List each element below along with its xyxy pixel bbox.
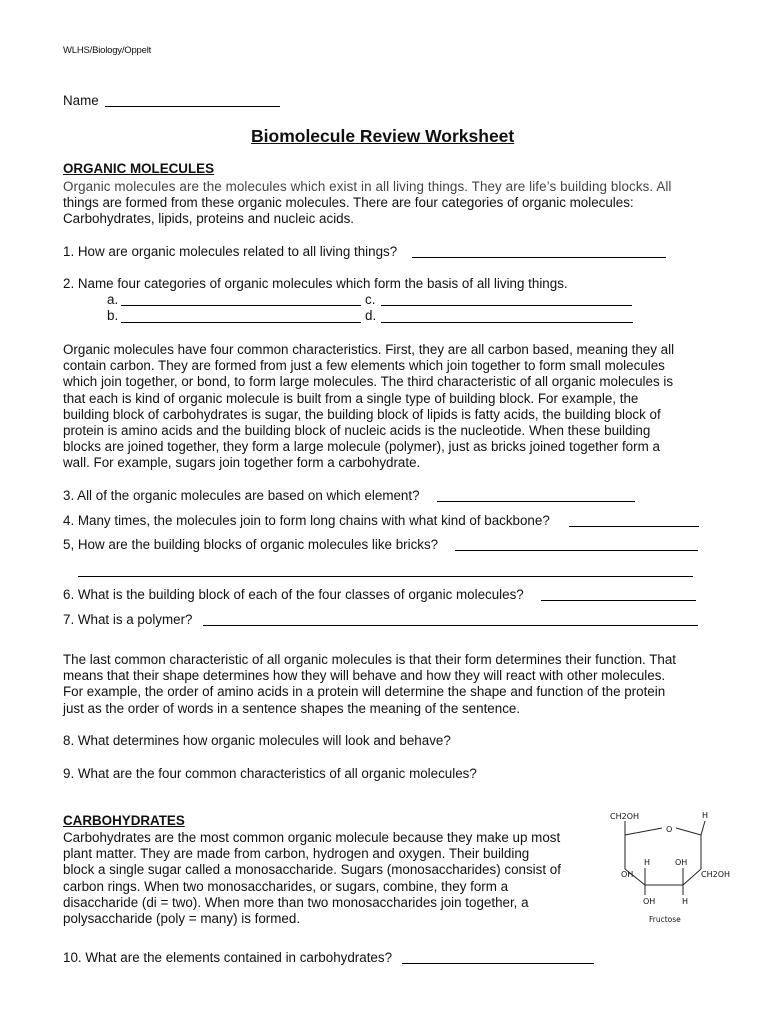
answer-line-10[interactable] (402, 963, 594, 964)
q2-label-c: c. (365, 292, 376, 307)
label-ch2oh-top: CH2OH (610, 812, 640, 821)
paragraph-line: polysaccharide (poly = many) is formed. (63, 911, 301, 927)
answer-line-2d[interactable] (381, 322, 633, 323)
paragraph-line: Carbohydrates are the most common organic molecule because they make up most (63, 830, 561, 845)
paragraph-line: The last common characteristic of all organic molecules is that their form determines their function. That (63, 652, 677, 667)
label-ch2oh-right: CH2OH (701, 870, 731, 879)
carbohydrates-paragraph (63, 830, 561, 927)
paragraph-line: that each is kind of organic molecule is built from a single type of building block. For example, the (63, 390, 639, 406)
paragraph-line: contain carbon. They are formed from just a few elements which join together to form small molecules (63, 358, 665, 374)
paragraph-line: blocks are joined together, they form a large molecule (polymer), just as bricks joined together form a (63, 439, 660, 455)
answer-line-6[interactable] (541, 600, 696, 601)
intro-line: Carbohydrates, lipids, proteins and nucleic acids. (63, 211, 355, 227)
paragraph-line: building block of carbohydrates is sugar, the building block of lipids is fatty acids, the building block of (63, 406, 661, 422)
question-2: 2. Name four categories of organic molecules which form the basis of all living things. (63, 276, 568, 291)
figure-caption: Fructose (649, 915, 681, 924)
paragraph-line: For example, the order of amino acids in a protein will determine the shape and function of the protein (63, 684, 666, 700)
label-oh-right: OH (675, 858, 688, 867)
name-label: Name (63, 93, 99, 108)
answer-line-5[interactable] (455, 550, 698, 551)
question-3: 3. All of the organic molecules are based on which element? (63, 488, 420, 503)
answer-line-3[interactable] (437, 501, 635, 502)
question-1: 1. How are organic molecules related to all living things? (63, 244, 398, 259)
answer-line-7[interactable] (203, 625, 698, 626)
answer-line-2c[interactable] (381, 305, 632, 306)
label-h-bottom: H (682, 897, 689, 906)
fructose-ring (625, 821, 705, 895)
label-h-left: H (644, 858, 651, 867)
q2-label-d: d. (365, 308, 377, 323)
q2-label-a: a. (107, 292, 119, 307)
section-heading-organic: ORGANIC MOLECULES (63, 161, 215, 176)
answer-line-2a[interactable] (121, 305, 361, 306)
organic-intro (63, 179, 672, 228)
answer-line-4[interactable] (569, 526, 699, 527)
question-9: 9. What are the four common characteristics of all organic molecules? (63, 766, 477, 781)
intro-line: Organic molecules are the molecules which exist in all living things. They are life’s building blocks. All (63, 179, 672, 194)
intro-line: things are formed from these organic molecules. There are four categories of organic molecules: (63, 195, 634, 211)
answer-line-5b[interactable] (78, 576, 693, 577)
characteristics-paragraph (63, 342, 674, 472)
question-7: 7. What is a polymer? (63, 612, 193, 627)
label-oh-bottom: OH (643, 897, 656, 906)
course-header: WLHS/Biology/Oppelt (63, 45, 152, 56)
label-h-top: H (702, 811, 709, 820)
q2-label-b: b. (107, 308, 119, 323)
question-8: 8. What determines how organic molecules will look and behave? (63, 733, 451, 748)
paragraph-line: block a single sugar called a monosaccharide. Sugars (monosaccharides) consist of (63, 862, 561, 878)
name-answer-line[interactable] (105, 106, 280, 107)
paragraph-line: wall. For example, sugars join together form a carbohydrate. (63, 455, 421, 471)
question-6: 6. What is the building block of each of the four classes of organic molecules? (63, 587, 524, 602)
paragraph-line: disaccharide (di = two). When more than two monosaccharides join together, a (63, 894, 529, 910)
answer-line-1[interactable] (412, 257, 666, 258)
paragraph-line: just as the order of words in a sentence shapes the meaning of the sentence. (63, 700, 521, 716)
form-function-paragraph (63, 652, 676, 717)
paragraph-line: Organic molecules have four common characteristics. First, they are all carbon based, meaning they all (63, 342, 675, 357)
paragraph-line: plant matter. They are made from carbon, hydrogen and oxygen. Their building (63, 846, 530, 862)
paragraph-line: which join together, or bond, to form large molecules. The third characteristic of all organic molecules is (63, 374, 674, 390)
question-4: 4. Many times, the molecules join to form long chains with what kind of backbone? (63, 513, 550, 528)
question-10: 10. What are the elements contained in carbohydrates? (63, 950, 393, 965)
section-heading-carbohydrates: CARBOHYDRATES (63, 813, 185, 828)
label-oh-left: OH (621, 870, 634, 879)
question-5: 5, How are the building blocks of organic molecules like bricks? (63, 537, 439, 552)
page-title: Biomolecule Review Worksheet (251, 126, 515, 146)
paragraph-line: protein is amino acids and the building block of nucleic acids is the nucleotide. When these building (63, 423, 651, 439)
label-o: O (666, 825, 673, 834)
answer-line-2b[interactable] (121, 322, 361, 323)
paragraph-line: carbon rings. When two monosaccharides, or sugars, combine, they form a (63, 878, 509, 894)
paragraph-line: means that their shape determines how they will behave and how they will react with other molecules. (63, 668, 666, 684)
fructose-diagram (605, 806, 740, 926)
